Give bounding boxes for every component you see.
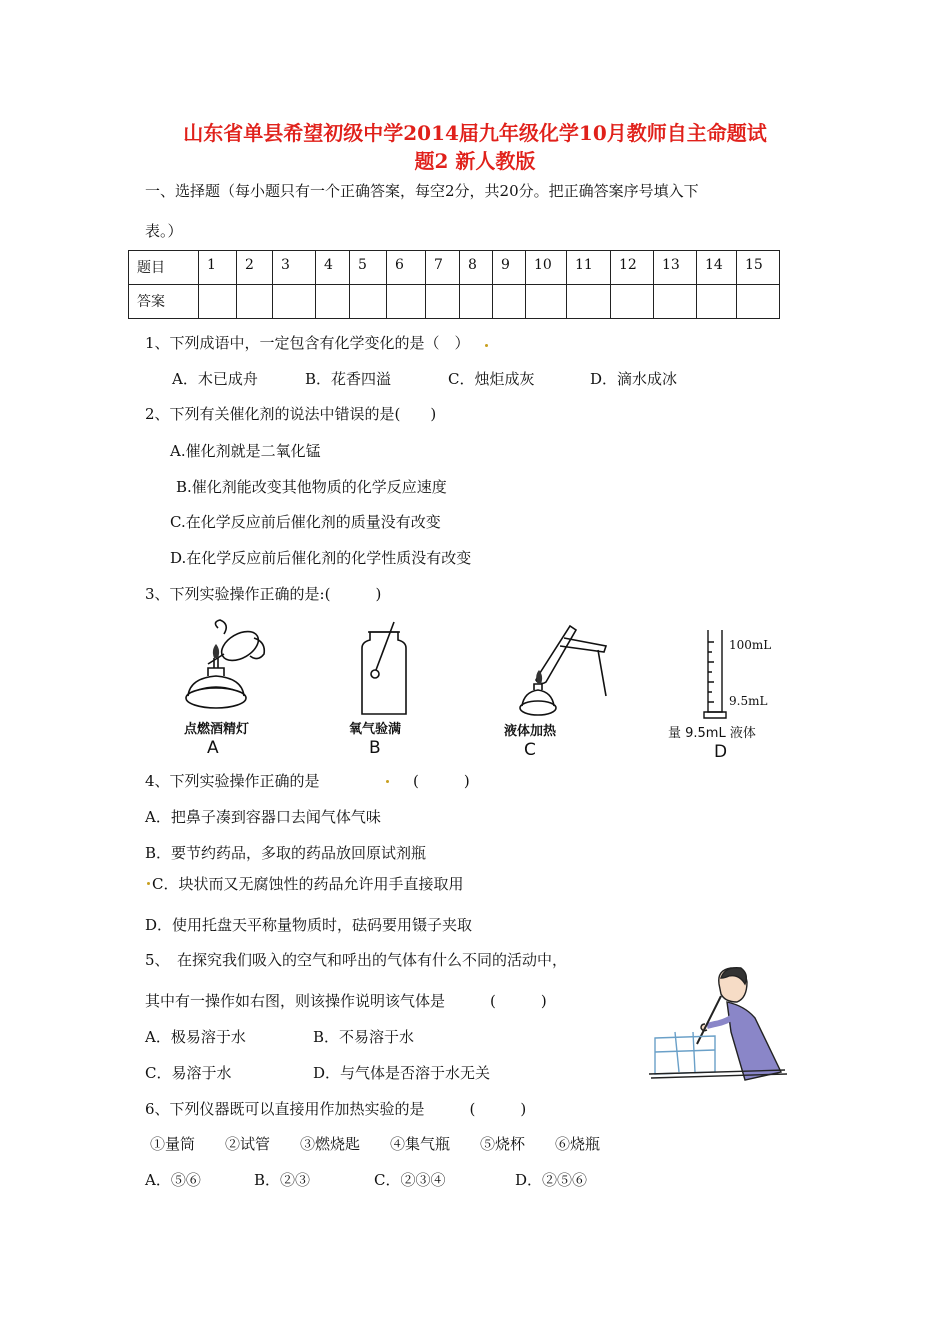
speck-mark: [386, 780, 389, 783]
answer-cell[interactable]: [526, 285, 567, 319]
question-4-paren: ( ): [413, 772, 470, 790]
row-label-question: 题目: [129, 251, 199, 285]
table-cell: 3: [273, 251, 316, 285]
q2-option-c: C.在化学反应前后催化剂的质量没有改变: [170, 513, 441, 531]
answer-cell[interactable]: [316, 285, 350, 319]
table-cell: 4: [316, 251, 350, 285]
answer-cell[interactable]: [611, 285, 654, 319]
answer-cell[interactable]: [426, 285, 460, 319]
answer-cell[interactable]: [199, 285, 237, 319]
q2-option-b: B.催化剂能改变其他物质的化学反应速度: [176, 478, 447, 496]
alcohol-lamp-figure: [178, 618, 278, 718]
table-cell: 14: [697, 251, 737, 285]
answer-cell[interactable]: [493, 285, 526, 319]
answer-cell[interactable]: [460, 285, 493, 319]
q2-option-d: D.在化学反应前后催化剂的化学性质没有改变: [170, 549, 472, 567]
table-cell: 13: [654, 251, 697, 285]
question-1-stem: 1、下列成语中，一定包含有化学变化的是（ ）: [145, 334, 470, 352]
speck-mark: [147, 882, 150, 885]
question-4-stem: 4、下列实验操作正确的是: [145, 772, 320, 790]
answer-cell[interactable]: [567, 285, 611, 319]
figure-d-caption: 量 9.5mL 液体: [668, 726, 756, 741]
table-cell: 11: [567, 251, 611, 285]
q4-option-b: B．要节约药品，多取的药品放回原试剂瓶: [145, 844, 427, 862]
q1-option-d: D．滴水成冰: [590, 370, 678, 388]
answer-cell[interactable]: [273, 285, 316, 319]
figure-c-caption: 液体加热: [504, 724, 557, 739]
answer-cell[interactable]: [350, 285, 387, 319]
table-cell: 8: [460, 251, 493, 285]
table-row-answers: [129, 285, 780, 319]
section-heading-line2: 表。）: [145, 222, 183, 240]
test-tube-heating-figure: [508, 616, 618, 720]
row-label-answer: 答案: [129, 285, 199, 319]
document-title-line2: 题2 新人教版: [414, 149, 536, 173]
document-title-line1: 山东省单县希望初级中学2014届九年级化学10月教师自主命题试: [183, 121, 767, 145]
table-cell: 6: [387, 251, 426, 285]
answer-cell[interactable]: [654, 285, 697, 319]
q5-option-c: C．易溶于水: [145, 1064, 232, 1082]
q5-option-d: D．与气体是否溶于水无关: [313, 1064, 491, 1082]
cylinder-top-label: 100mL: [729, 638, 772, 652]
table-cell: 7: [426, 251, 460, 285]
cylinder-mark-label: 9.5mL: [729, 694, 768, 708]
q6-option-b: B．②③: [254, 1171, 311, 1189]
q4-option-d: D．使用托盘天平称量物质时，砝码要用镊子夹取: [145, 916, 473, 934]
question-6-stem: 6、下列仪器既可以直接用作加热实验的是 ( ): [145, 1100, 527, 1118]
question-3-stem: 3、下列实验操作正确的是:( ): [145, 585, 382, 603]
q1-option-b: B．花香四溢: [305, 370, 392, 388]
q1-option-c: C．烛炬成灰: [448, 370, 535, 388]
table-cell: 10: [526, 251, 567, 285]
graduated-cylinder-figure: [700, 628, 730, 720]
blowing-bubbles-figure: [645, 962, 795, 1086]
question-2-stem: 2、下列有关催化剂的说法中错误的是( ): [145, 405, 437, 423]
figure-d-letter: D: [714, 742, 728, 762]
answer-cell[interactable]: [737, 285, 780, 319]
table-row-numbers: [129, 251, 780, 285]
answer-cell[interactable]: [387, 285, 426, 319]
table-cell: 2: [237, 251, 273, 285]
q6-items: ①量筒 ②试管 ③燃烧匙 ④集气瓶 ⑤烧杯 ⑥烧瓶: [150, 1135, 601, 1153]
q2-option-a: A.催化剂就是二氧化锰: [170, 442, 321, 460]
figure-a-letter: A: [207, 738, 219, 758]
answer-cell[interactable]: [697, 285, 737, 319]
figure-a-caption: 点燃酒精灯: [184, 722, 250, 737]
answer-table: [128, 250, 780, 319]
section-heading-line1: 一、选择题（每小题只有一个正确答案，每空2分，共20分。把正确答案序号填入下: [145, 182, 699, 200]
question-5-stem-line2: 其中有一操作如右图，则该操作说明该气体是 ( ): [145, 992, 547, 1010]
question-5-stem-line1: 5、 在探究我们吸入的空气和呼出的气体有什么不同的活动中，: [145, 951, 568, 969]
answer-cell[interactable]: [237, 285, 273, 319]
q4-option-a: A．把鼻子凑到容器口去闻气体气味: [145, 808, 381, 826]
figure-b-letter: B: [369, 738, 381, 758]
q1-option-a: A．木已成舟: [172, 370, 258, 388]
q6-option-d: D．②⑤⑥: [515, 1171, 588, 1189]
figure-b-caption: 氧气验满: [349, 722, 402, 737]
q4-option-c: C．块状而又无腐蚀性的药品允许用手直接取用: [152, 875, 464, 893]
table-cell: 1: [199, 251, 237, 285]
figure-c-letter: C: [524, 740, 536, 760]
q5-option-a: A．极易溶于水: [145, 1028, 246, 1046]
table-cell: 15: [737, 251, 780, 285]
gas-bottle-figure: [348, 618, 418, 718]
q6-option-c: C．②③④: [374, 1171, 446, 1189]
table-cell: 9: [493, 251, 526, 285]
q5-option-b: B．不易溶于水: [313, 1028, 415, 1046]
q6-option-a: A．⑤⑥: [145, 1171, 201, 1189]
table-cell: 5: [350, 251, 387, 285]
speck-mark: [485, 344, 488, 347]
table-cell: 12: [611, 251, 654, 285]
